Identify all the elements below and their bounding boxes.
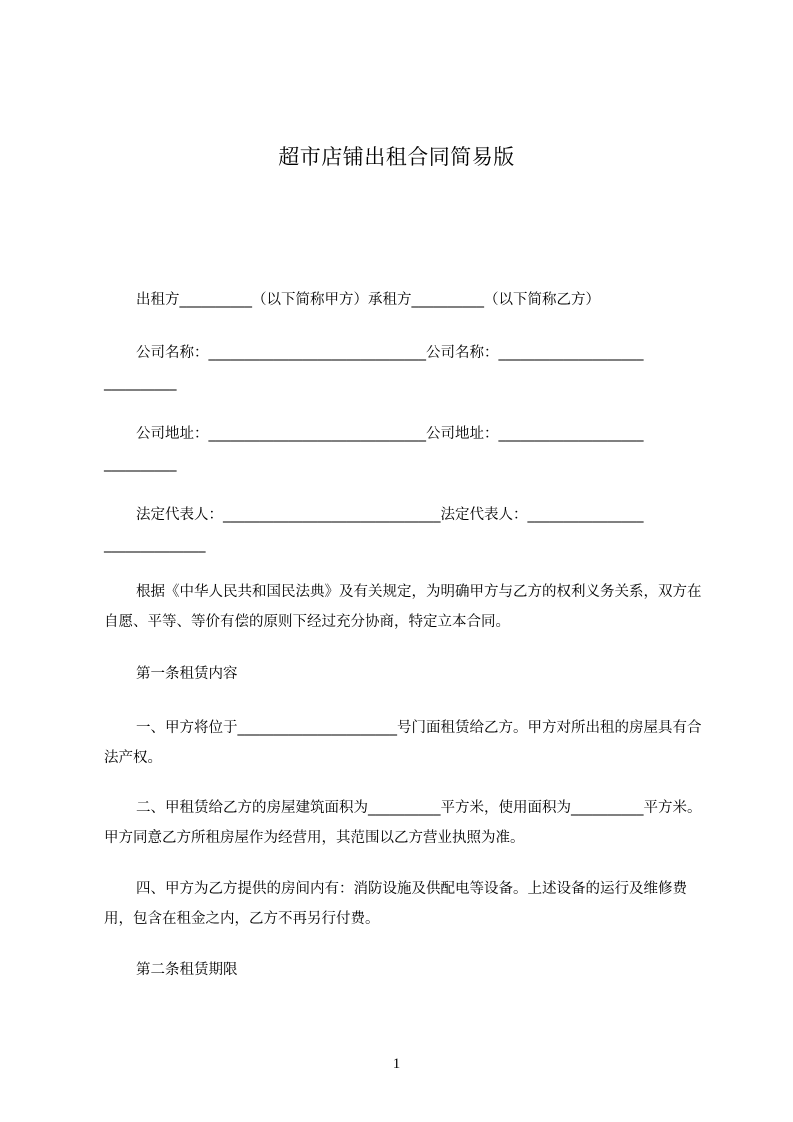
article-2-heading: 第二条租赁期限 <box>136 962 238 978</box>
article-1-clause-1: 一、甲方将位于______________________号门面租赁给乙方。甲方对所出租的房屋具有合法产权。 <box>104 720 702 766</box>
legal-representative-line: 法定代表人：______________________________法定代表人：________________ ______________ <box>104 507 644 553</box>
article-1-clause-2: 二、甲租赁给乙方的房屋建筑面积为__________平方米，使用面积为__________平方米。甲方同意乙方所租房屋作为经营用，其范围以乙方营业执照为准。 <box>104 800 702 846</box>
preamble-paragraph: 根据《中华人民共和国民法典》及有关规定，为明确甲方与乙方的权利义务关系，双方在自愿、平等、等价有偿的原则下经过充分协商，特定立本合同。 <box>104 584 702 630</box>
document-title: 超市店铺出租合同简易版 <box>278 145 515 169</box>
article-1-clause-4: 四、甲方为乙方提供的房间内有：消防设施及供配电等设备。上述设备的运行及维修费用，包含在租金之内，乙方不再另行付费。 <box>104 881 687 927</box>
article-1-heading: 第一条租赁内容 <box>136 666 238 682</box>
company-name-line: 公司名称：______________________________公司名称：____________________ __________ <box>104 345 644 391</box>
parties-lessor-lessee-line: 出租方__________（以下简称甲方）承租方__________（以下简称乙方） <box>136 292 600 308</box>
company-address-line: 公司地址：______________________________公司地址：____________________ __________ <box>104 426 644 472</box>
page-number: 1 <box>392 1056 401 1072</box>
